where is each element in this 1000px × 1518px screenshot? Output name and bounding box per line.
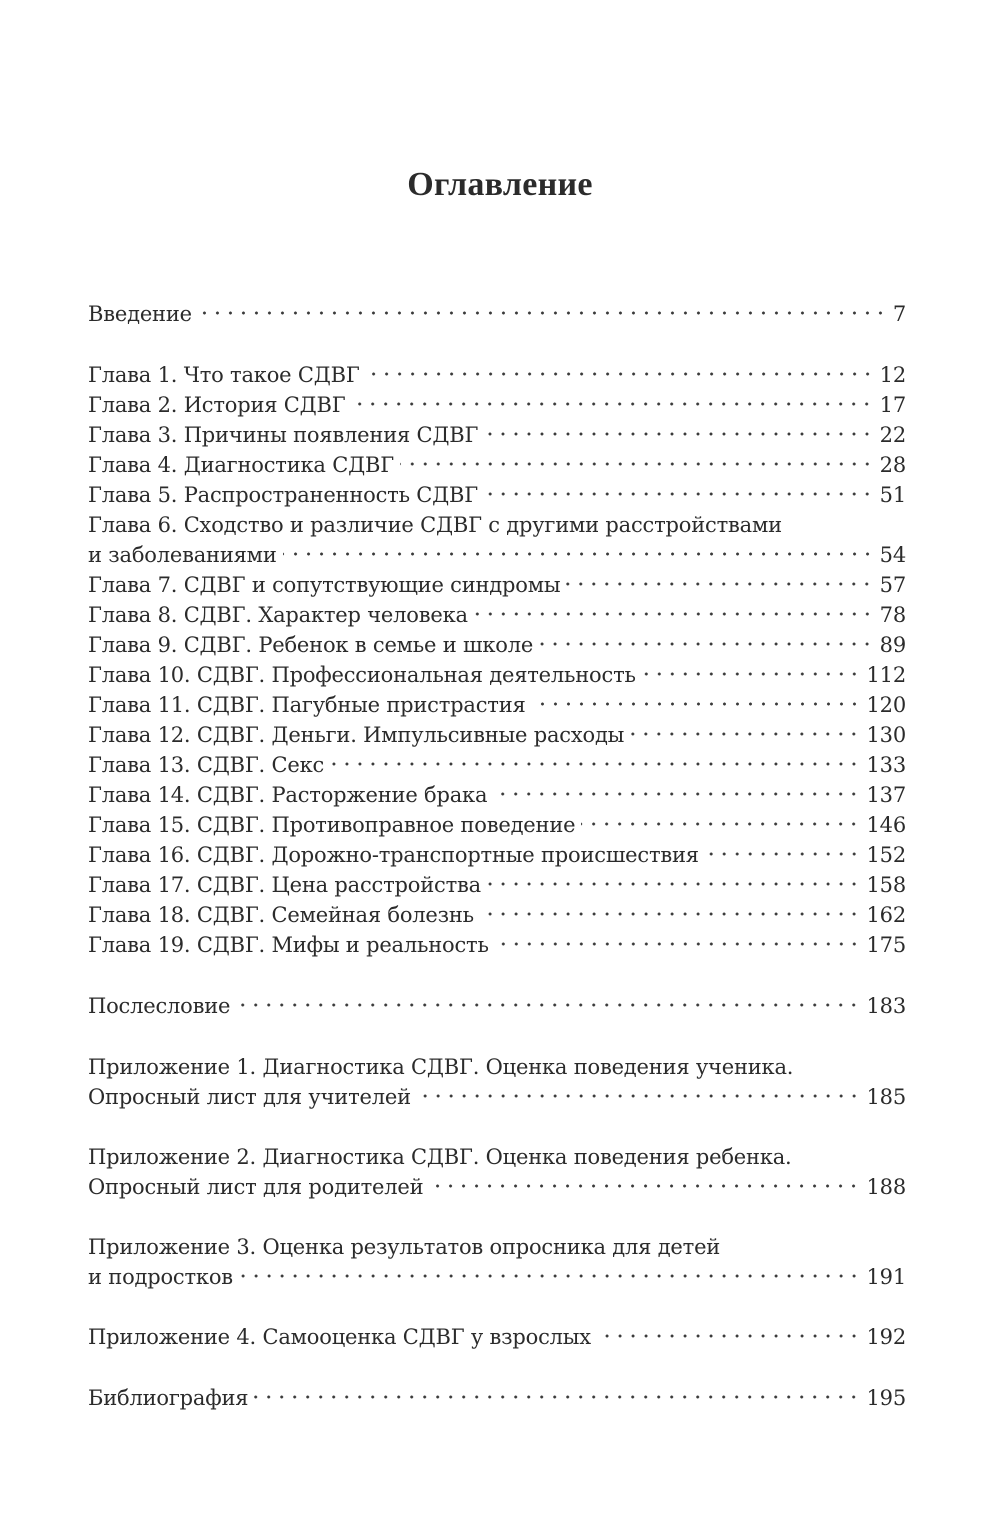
toc-entry-label: Введение [88,302,192,326]
toc-entry-label: Глава 5. Распространенность СДВГ [88,483,478,507]
toc-entry-label: Глава 2. История СДВГ [88,393,346,417]
toc-entry-label: Глава 11. СДВГ. Пагубные пристрастия [88,693,526,717]
dot-leader [495,941,861,947]
toc-entry-page: 28 [879,453,906,477]
toc-entry-page: 146 [866,813,906,837]
dot-leader [330,761,860,767]
dot-leader [474,611,874,617]
toc-entry-chapter-3[interactable] [88,420,906,450]
dot-leader [597,1333,861,1339]
toc-entry-page: 17 [879,393,906,417]
dot-leader [239,1273,861,1279]
toc-entry-label: Глава 13. СДВГ. Секс [88,753,325,777]
page-title: Оглавление [407,166,593,203]
toc-entry-chapter-13[interactable] [88,750,906,780]
toc-entry-appendix-2-line1[interactable]: Приложение 2. Диагностика СДВГ. Оценка поведения ребенка. [88,1145,792,1169]
toc-entry-page: 183 [866,994,906,1018]
dot-leader [283,551,874,557]
toc-entry-page: 162 [866,903,906,927]
toc-entry-appendix-4[interactable] [88,1322,906,1352]
dot-leader [480,911,861,917]
toc-entry-chapter-12[interactable] [88,720,906,750]
toc-entry-label: Послесловие [88,994,231,1018]
toc-entry-label: и заболеваниями [88,543,277,567]
dot-leader [484,431,873,437]
toc-entry-label: Глава 8. СДВГ. Характер человека [88,603,468,627]
toc-entry-label: Глава 9. СДВГ. Ребенок в семье и школе [88,633,534,657]
toc-entry-page: 191 [866,1265,906,1289]
dot-leader [484,491,874,497]
toc-entry-page: 158 [866,873,906,897]
dot-leader [532,701,861,707]
toc-entry-label: Приложение 4. Самооценка СДВГ у взрослых [88,1325,591,1349]
toc-entry-label: Глава 4. Диагностика СДВГ [88,453,394,477]
toc-entry-label: Глава 14. СДВГ. Расторжение брака [88,783,488,807]
toc-entry-label: и подростков [88,1265,233,1289]
toc-entry-page: 120 [866,693,906,717]
dot-leader [429,1183,860,1189]
toc-entry-label: Глава 1. Что такое СДВГ [88,363,360,387]
dot-leader [417,1093,861,1099]
toc-entry-label: Библиография [88,1386,249,1410]
toc-entry-page: 112 [866,663,906,687]
toc-entry-label: Глава 3. Причины появления СДВГ [88,423,479,447]
toc-entry-chapter-10[interactable] [88,660,906,690]
dot-leader [400,461,874,467]
dot-leader [487,881,861,887]
toc-entry-page: 7 [892,302,906,326]
toc-entry-chapter-2[interactable] [88,390,906,420]
toc-entry-chapter-5[interactable] [88,480,906,510]
toc-entry-chapter-11[interactable] [88,690,906,720]
toc-entry-label: Глава 12. СДВГ. Деньги. Импульсивные расходы [88,723,625,747]
toc-entry-chapter-16[interactable] [88,840,906,870]
toc-entry-appendix-2[interactable] [88,1172,906,1202]
toc-entry-chapter-17[interactable] [88,870,906,900]
toc-entry-page: 54 [879,543,906,567]
toc-entry-appendix-3[interactable] [88,1262,906,1292]
toc-entry-page: 130 [866,723,906,747]
dot-leader [539,641,874,647]
toc-entry-label: Глава 18. СДВГ. Семейная болезнь [88,903,474,927]
toc-entry-page: 175 [866,933,906,957]
toc-entry-chapter-6[interactable] [88,540,906,570]
dot-leader [351,401,873,407]
dot-leader [366,371,874,377]
toc-entry-chapter-15[interactable] [88,810,906,840]
toc-entry-page: 133 [866,753,906,777]
toc-entry-chapter-8[interactable] [88,600,906,630]
dot-leader [254,1394,860,1400]
toc-entry-page: 185 [866,1085,906,1109]
toc-entry-label: Опросный лист для родителей [88,1175,424,1199]
toc-entry-page: 78 [879,603,906,627]
toc-entry-label: Опросный лист для учителей [88,1085,411,1109]
toc-entry-introduction[interactable] [88,299,906,329]
toc-entry-chapter-14[interactable] [88,780,906,810]
dot-leader [566,581,873,587]
dot-leader [630,731,860,737]
toc-entry-label: Глава 17. СДВГ. Цена расстройства [88,873,481,897]
toc-entry-appendix-1-line1[interactable]: Приложение 1. Диагностика СДВГ. Оценка поведения ученика. [88,1055,794,1079]
toc-entry-afterword[interactable] [88,991,906,1021]
toc-entry-page: 195 [866,1386,906,1410]
toc-entry-page: 22 [879,423,906,447]
toc-entry-page: 152 [866,843,906,867]
dot-leader [493,791,860,797]
toc-entry-label: Глава 7. СДВГ и сопутствующие синдромы [88,573,561,597]
toc-entry-page: 188 [866,1175,906,1199]
toc-entry-appendix-3-line1[interactable]: Приложение 3. Оценка результатов опросника для детей [88,1235,721,1259]
toc-entry-label: Глава 15. СДВГ. Противоправное поведение [88,813,576,837]
toc-entry-bibliography[interactable] [88,1383,906,1413]
toc-entry-page: 89 [879,633,906,657]
toc-entry-page: 12 [879,363,906,387]
toc-entry-page: 51 [879,483,906,507]
dot-leader [705,851,861,857]
toc-entry-page: 192 [866,1325,906,1349]
dot-leader [236,1002,860,1008]
toc-entry-chapter-19[interactable] [88,930,906,960]
dot-leader [642,671,861,677]
dot-leader [581,821,860,827]
toc-entry-label: Глава 16. СДВГ. Дорожно-транспортные происшествия [88,843,699,867]
toc-entry-page: 57 [879,573,906,597]
toc-entry-page: 137 [866,783,906,807]
toc-entry-chapter-6-line1[interactable]: Глава 6. Сходство и различие СДВГ с другими расстройствами [88,513,782,537]
toc-entry-chapter-4[interactable] [88,450,906,480]
toc-entry-label: Глава 19. СДВГ. Мифы и реальность [88,933,489,957]
toc-entry-label: Глава 10. СДВГ. Профессиональная деятельность [88,663,636,687]
toc-entry-chapter-1[interactable] [88,360,906,390]
dot-leader [198,310,887,316]
toc-entry-chapter-7[interactable] [88,570,906,600]
toc-entry-chapter-18[interactable] [88,900,906,930]
toc-entry-chapter-9[interactable] [88,630,906,660]
toc-entry-appendix-1[interactable] [88,1082,906,1112]
